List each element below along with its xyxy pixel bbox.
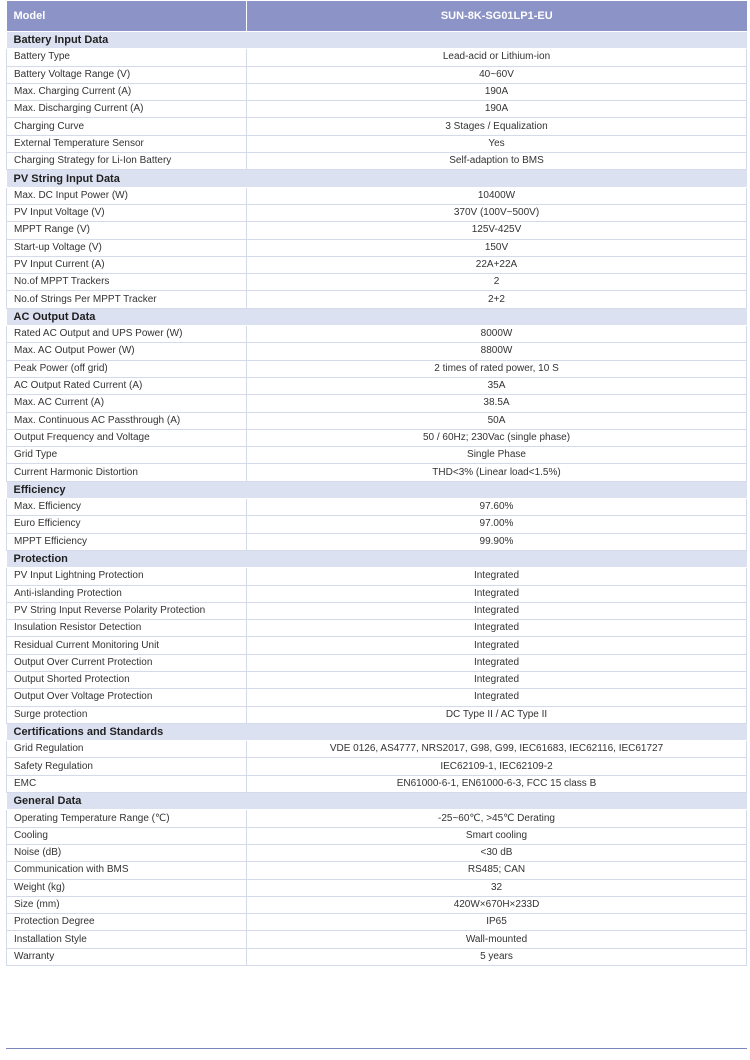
spec-value: Smart cooling: [247, 827, 747, 844]
spec-label: Noise (dB): [7, 844, 247, 861]
spec-value: Integrated: [247, 654, 747, 671]
spec-label: Rated AC Output and UPS Power (W): [7, 326, 247, 343]
table-row: [7, 879, 747, 896]
table-row: [7, 948, 747, 965]
spec-label: No.of MPPT Trackers: [7, 274, 247, 291]
table-row: [7, 291, 747, 308]
table-row: [7, 66, 747, 83]
table-row: [7, 671, 747, 688]
table-row: [7, 914, 747, 931]
spec-value: RS485; CAN: [247, 862, 747, 879]
spec-label: Euro Efficiency: [7, 516, 247, 533]
table-row: [7, 810, 747, 827]
spec-label: EMC: [7, 775, 247, 792]
table-row: [7, 896, 747, 913]
table-row: [7, 499, 747, 516]
section-title: AC Output Data: [7, 308, 747, 325]
section-title: General Data: [7, 793, 747, 810]
table-row: [7, 741, 747, 758]
header-model-value: SUN-8K-SG01LP1-EU: [247, 1, 747, 32]
spec-value: 97.00%: [247, 516, 747, 533]
spec-label: Charging Strategy for Li-Ion Battery: [7, 153, 247, 170]
spec-value: 22A+22A: [247, 256, 747, 273]
spec-label: Weight (kg): [7, 879, 247, 896]
spec-label: Output Over Current Protection: [7, 654, 247, 671]
spec-value: Integrated: [247, 568, 747, 585]
spec-value: Single Phase: [247, 447, 747, 464]
table-row: [7, 222, 747, 239]
spec-value: VDE 0126, AS4777, NRS2017, G98, G99, IEC61683, IEC62116, IEC61727: [247, 741, 747, 758]
spec-value: 8800W: [247, 343, 747, 360]
spec-label: Start-up Voltage (V): [7, 239, 247, 256]
table-header-row: [7, 1, 747, 32]
spec-value: Integrated: [247, 602, 747, 619]
spec-value: 50 / 60Hz; 230Vac (single phase): [247, 429, 747, 446]
spec-value: 97.60%: [247, 499, 747, 516]
spec-label: Max. Continuous AC Passthrough (A): [7, 412, 247, 429]
table-row: [7, 533, 747, 550]
table-row: [7, 239, 747, 256]
table-row: [7, 844, 747, 861]
spec-value: 2+2: [247, 291, 747, 308]
table-row: [7, 101, 747, 118]
spec-label: Safety Regulation: [7, 758, 247, 775]
spec-value: 32: [247, 879, 747, 896]
table-row: [7, 568, 747, 585]
table-row: [7, 360, 747, 377]
table-row: [7, 931, 747, 948]
table-row: [7, 135, 747, 152]
spec-label: No.of Strings Per MPPT Tracker: [7, 291, 247, 308]
spec-label: PV Input Voltage (V): [7, 204, 247, 221]
spec-value: 125V-425V: [247, 222, 747, 239]
spec-value: THD<3% (Linear load<1.5%): [247, 464, 747, 481]
spec-label: Max. AC Current (A): [7, 395, 247, 412]
table-row: [7, 862, 747, 879]
spec-label: External Temperature Sensor: [7, 135, 247, 152]
table-row: [7, 395, 747, 412]
spec-label: Installation Style: [7, 931, 247, 948]
footer-divider: [6, 1048, 747, 1049]
table-row: [7, 827, 747, 844]
table-row: [7, 153, 747, 170]
spec-value: 190A: [247, 101, 747, 118]
table-row: [7, 274, 747, 291]
spec-label: Operating Temperature Range (℃): [7, 810, 247, 827]
section-header-row: [7, 793, 747, 810]
spec-label: Insulation Resistor Detection: [7, 620, 247, 637]
table-row: [7, 377, 747, 394]
spec-value: Integrated: [247, 637, 747, 654]
spec-value: -25~60℃, >45℃ Derating: [247, 810, 747, 827]
section-title: Efficiency: [7, 481, 747, 498]
spec-label: Peak Power (off grid): [7, 360, 247, 377]
section-title: PV String Input Data: [7, 170, 747, 187]
table-row: [7, 464, 747, 481]
spec-value: 38.5A: [247, 395, 747, 412]
table-row: [7, 689, 747, 706]
table-row: [7, 83, 747, 100]
spec-value: 5 years: [247, 948, 747, 965]
spec-value: 50A: [247, 412, 747, 429]
table-row: [7, 585, 747, 602]
spec-label: AC Output Rated Current (A): [7, 377, 247, 394]
section-header-row: [7, 723, 747, 740]
spec-label: PV String Input Reverse Polarity Protection: [7, 602, 247, 619]
spec-value: Integrated: [247, 620, 747, 637]
spec-label: Max. DC Input Power (W): [7, 187, 247, 204]
table-row: [7, 602, 747, 619]
table-row: [7, 49, 747, 66]
table-row: [7, 637, 747, 654]
table-row: [7, 654, 747, 671]
spec-label: PV Input Current (A): [7, 256, 247, 273]
table-row: [7, 412, 747, 429]
spec-label: Cooling: [7, 827, 247, 844]
spec-label: Protection Degree: [7, 914, 247, 931]
spec-value: 40~60V: [247, 66, 747, 83]
spec-value: Integrated: [247, 585, 747, 602]
spec-value: Self-adaption to BMS: [247, 153, 747, 170]
spec-label: MPPT Efficiency: [7, 533, 247, 550]
spec-value: 35A: [247, 377, 747, 394]
spec-label: Output Frequency and Voltage: [7, 429, 247, 446]
header-label: Model: [7, 1, 247, 32]
spec-table: [6, 1, 747, 966]
table-row: [7, 204, 747, 221]
section-header-row: [7, 481, 747, 498]
spec-label: Output Shorted Protection: [7, 671, 247, 688]
spec-value: 420W×670H×233D: [247, 896, 747, 913]
table-row: [7, 758, 747, 775]
spec-value: 2 times of rated power, 10 S: [247, 360, 747, 377]
spec-value: 370V (100V~500V): [247, 204, 747, 221]
section-header-row: [7, 170, 747, 187]
spec-label: Current Harmonic Distortion: [7, 464, 247, 481]
spec-value: Lead-acid or Lithium-ion: [247, 49, 747, 66]
spec-value: 190A: [247, 83, 747, 100]
spec-label: Battery Type: [7, 49, 247, 66]
spec-table-body: [7, 1, 747, 966]
table-row: [7, 187, 747, 204]
spec-label: Grid Regulation: [7, 741, 247, 758]
spec-label: Warranty: [7, 948, 247, 965]
spec-value: <30 dB: [247, 844, 747, 861]
spec-value: IEC62109-1, IEC62109-2: [247, 758, 747, 775]
spec-label: Output Over Voltage Protection: [7, 689, 247, 706]
spec-value: 8000W: [247, 326, 747, 343]
table-row: [7, 516, 747, 533]
spec-label: Communication with BMS: [7, 862, 247, 879]
spec-value: Integrated: [247, 689, 747, 706]
table-row: [7, 326, 747, 343]
table-row: [7, 343, 747, 360]
spec-label: MPPT Range (V): [7, 222, 247, 239]
table-row: [7, 775, 747, 792]
table-row: [7, 429, 747, 446]
spec-label: Max. Efficiency: [7, 499, 247, 516]
spec-value: EN61000-6-1, EN61000-6-3, FCC 15 class B: [247, 775, 747, 792]
spec-label: Battery Voltage Range (V): [7, 66, 247, 83]
spec-value: Integrated: [247, 671, 747, 688]
spec-value: 10400W: [247, 187, 747, 204]
spec-value: DC Type II / AC Type II: [247, 706, 747, 723]
spec-value: 2: [247, 274, 747, 291]
spec-label: PV Input Lightning Protection: [7, 568, 247, 585]
spec-label: Residual Current Monitoring Unit: [7, 637, 247, 654]
spec-value: 150V: [247, 239, 747, 256]
table-row: [7, 256, 747, 273]
spec-label: Grid Type: [7, 447, 247, 464]
spec-label: Max. Discharging Current (A): [7, 101, 247, 118]
section-header-row: [7, 32, 747, 49]
spec-value: Wall-mounted: [247, 931, 747, 948]
section-title: Protection: [7, 550, 747, 567]
spec-label: Charging Curve: [7, 118, 247, 135]
spec-label: Anti-islanding Protection: [7, 585, 247, 602]
spec-value: IP65: [247, 914, 747, 931]
table-row: [7, 620, 747, 637]
spec-label: Surge protection: [7, 706, 247, 723]
section-title: Certifications and Standards: [7, 723, 747, 740]
spec-label: Size (mm): [7, 896, 247, 913]
spec-label: Max. Charging Current (A): [7, 83, 247, 100]
table-row: [7, 118, 747, 135]
table-row: [7, 706, 747, 723]
section-header-row: [7, 308, 747, 325]
spec-value: Yes: [247, 135, 747, 152]
spec-value: 99.90%: [247, 533, 747, 550]
section-title: Battery Input Data: [7, 32, 747, 49]
section-header-row: [7, 550, 747, 567]
table-row: [7, 447, 747, 464]
spec-label: Max. AC Output Power (W): [7, 343, 247, 360]
spec-value: 3 Stages / Equalization: [247, 118, 747, 135]
